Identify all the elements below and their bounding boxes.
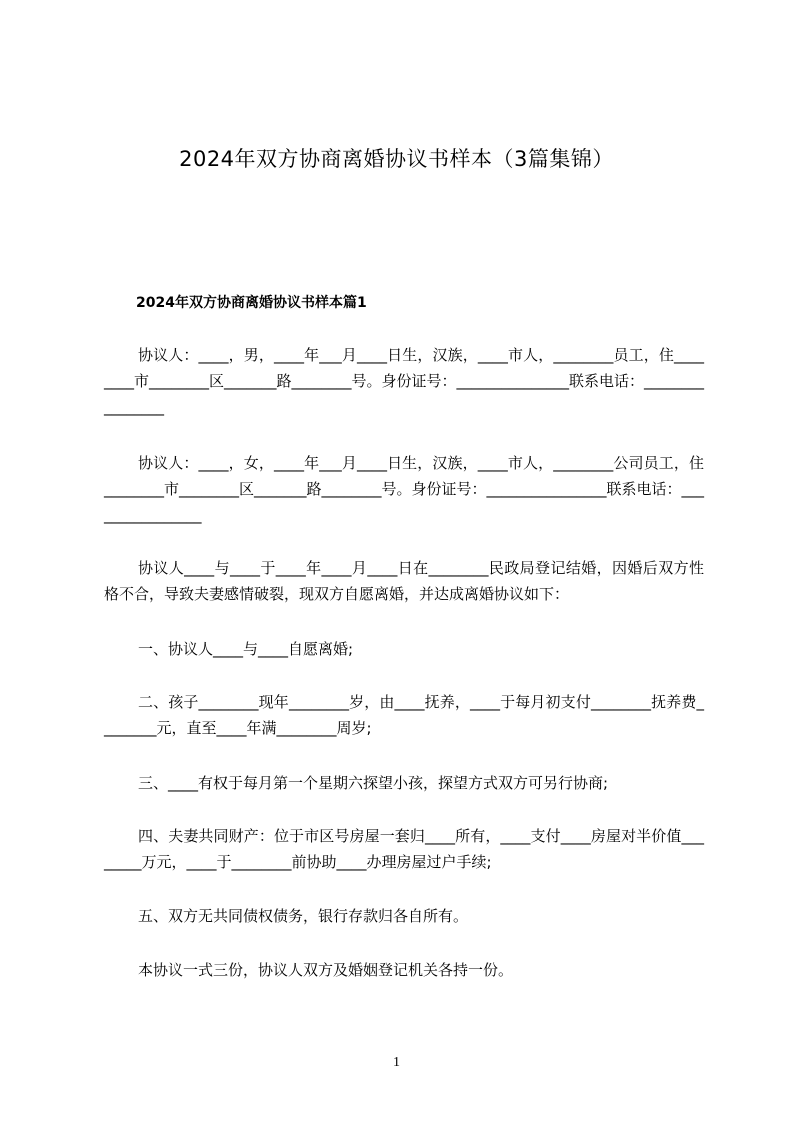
clause-5-debts: 五、双方无共同债权债务，银行存款归各自所有。	[138, 907, 469, 925]
page-number: 1	[393, 1055, 400, 1070]
document-title: 2024年双方协商离婚协议书样本（3篇集锦）	[179, 147, 614, 171]
paragraph-marriage-background: 协议人____与____于____年____月____日在________民政局登记结婚，因婚后双方性格不合，导致夫妻感情破裂，现双方自愿离婚，并达成离婚协议如下：	[104, 559, 704, 603]
paragraph-party-male: 协议人：____，男，____年___月____日生，汉族，____市人，________员工，住________市________区_______路________号。身份证号：_______________联系电话：________________	[104, 346, 705, 416]
clause-1-divorce: 一、协议人____与____自愿离婚;	[138, 640, 354, 658]
section-heading: 2024年双方协商离婚协议书样本篇1	[136, 295, 367, 311]
clause-3-visitation: 三、____有权于每月第一个星期六探望小孩，探望方式双方可另行协商;	[138, 774, 609, 792]
paragraph-party-female: 协议人：____，女，____年___月____日生，汉族，____市人，________公司员工，住________市________区_______路________号。身份证号：________________联系电话：________________	[104, 454, 705, 524]
closing-copies-statement: 本协议一式三份，协议人双方及婚姻登记机关各持一份。	[138, 961, 514, 979]
clause-4-property: 四、夫妻共同财产：位于市区号房屋一套归____所有，____支付____房屋对半价值________万元，____于________前协助____办理房屋过户手续;	[104, 827, 704, 871]
clause-2-child-custody: 二、孩子________现年________岁，由____抚养，____于每月初支付________抚养费________元，直至____年满________周岁;	[104, 693, 704, 737]
